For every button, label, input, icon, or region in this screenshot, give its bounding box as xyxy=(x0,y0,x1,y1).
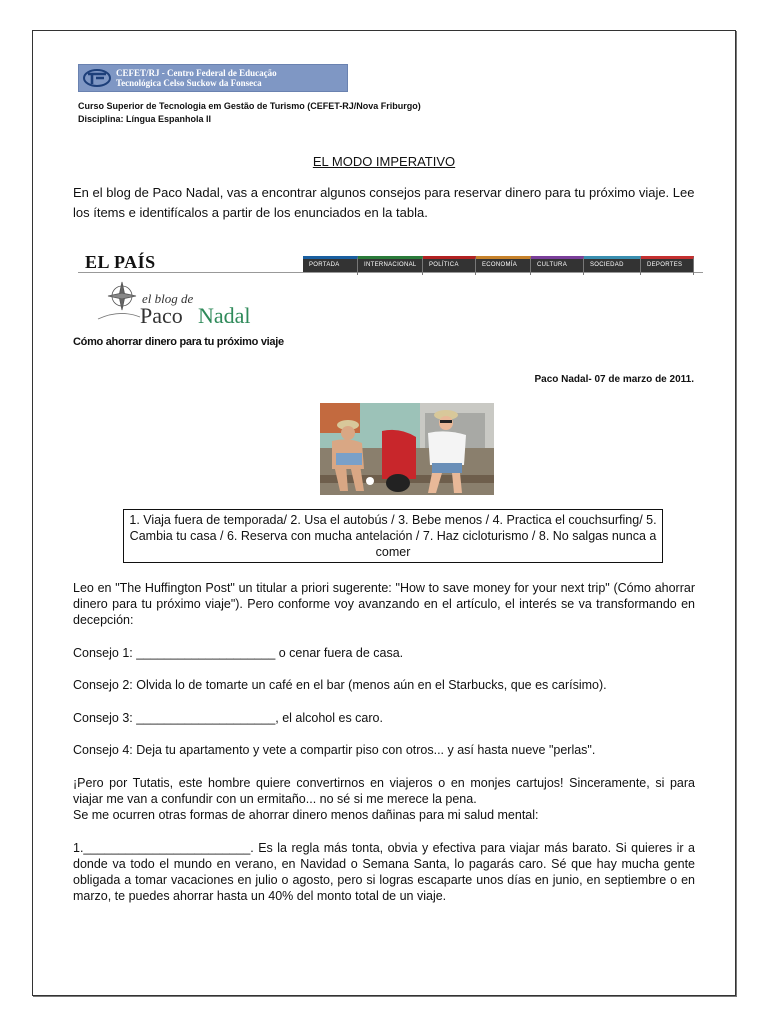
course-info xyxy=(78,100,421,126)
el-pais-logo: EL PAÍS xyxy=(85,252,156,272)
cefet-logo-icon xyxy=(82,68,112,88)
blog-heading: Cómo ahorrar dinero para tu próximo viaje xyxy=(73,336,284,348)
consejo-3: Consejo 3: ____________________, el alcohol es caro. xyxy=(73,711,383,725)
blog-logo-small: el blog de xyxy=(142,291,194,306)
blog-logo-nadal: Nadal xyxy=(198,303,251,328)
consejo-2: Consejo 2: Olvida lo de tomarte un café en el bar (menos aún en el Starbucks, que es carísimo). xyxy=(73,678,607,692)
nav-portada: PORTADA xyxy=(303,256,358,275)
blog-logo xyxy=(80,279,295,329)
cefet-logo-text xyxy=(116,68,277,88)
el-pais-nav xyxy=(303,256,694,272)
nav-politica: POLÍTICA xyxy=(423,256,476,275)
cefet-logo-banner xyxy=(78,64,348,92)
paragraph-otras-formas: Se me ocurren otras formas de ahorrar dinero menos dañinas para mi salud mental: xyxy=(73,808,539,822)
nav-sociedad: SOCIEDAD xyxy=(584,256,641,275)
compass-rose-icon xyxy=(98,282,140,319)
byline: Paco Nadal- 07 de marzo de 2011. xyxy=(534,374,694,385)
answer-options-box: 1. Viaja fuera de temporada/ 2. Usa el autobús / 3. Bebe menos / 4. Practica el couchsurfing/ 5. Cambia tu casa / 6. Reserva con mucha antelación / 7. Haz cicloturismo / 8. No salgas nunca a comer xyxy=(123,509,663,563)
logo-line-2: Tecnológica Celso Suckow da Fonseca xyxy=(116,78,262,88)
nav-economia: ECONOMÍA xyxy=(476,256,531,275)
course-line: Curso Superior de Tecnologia em Gestão de Turismo (CEFET-RJ/Nova Friburgo) xyxy=(78,101,421,111)
intro-paragraph: En el blog de Paco Nadal, vas a encontrar algunos consejos para reservar dinero para tu próximo viaje. Lee los ítems e identifícalos a partir de los enunciados en la tabla. xyxy=(73,185,695,220)
document-title: EL MODO IMPERATIVO xyxy=(312,154,456,169)
travelers-photo xyxy=(320,403,494,495)
paragraph-regla-1: 1.________________________. Es la regla más tonta, obvia y efectiva para viajar más barato. Si quieres ir a donde va todo el mundo en verano, en Navidad o Semana Santa, lo pagarás caro. Sé que hay mucha gente obligada a tomar vacaciones en julio o agosto, pero si logras escaparte unos días en junio, en septiembre o en marzo, te puedes ahorrar hasta un 40% del monto total de un viaje. xyxy=(73,841,695,903)
paragraph-tutatis: ¡Pero por Tutatis, este hombre quiere convertirnos en viajeros o en monjes cartujos! Sinceramente, si para viajar me van a confundir con un ermitaño... no sé si me merece la pena. xyxy=(73,776,695,806)
paragraph-huffington: Leo en "The Huffington Post" un titular a priori sugerente: "How to save money for your next trip" (Cómo ahorrar dinero para tu próximo viaje"). Pero conforme voy avanzando en el artículo, el interés se va transformando en decepción: xyxy=(73,581,695,627)
nav-internacional: INTERNACIONAL xyxy=(358,256,423,275)
nav-deportes: DEPORTES xyxy=(641,256,694,275)
blog-logo-paco: Paco xyxy=(140,303,183,328)
discipline-line: Disciplina: Língua Espanhola II xyxy=(78,114,212,124)
consejo-1: Consejo 1: ____________________ o cenar fuera de casa. xyxy=(73,646,404,660)
nav-cultura: CULTURA xyxy=(531,256,584,275)
logo-line-1: CEFET/RJ - Centro Federal de Educação xyxy=(116,68,277,78)
consejo-4: Consejo 4: Deja tu apartamento y vete a compartir piso con otros... y así hasta nueve "perlas". xyxy=(73,743,596,757)
el-pais-header xyxy=(78,252,703,274)
